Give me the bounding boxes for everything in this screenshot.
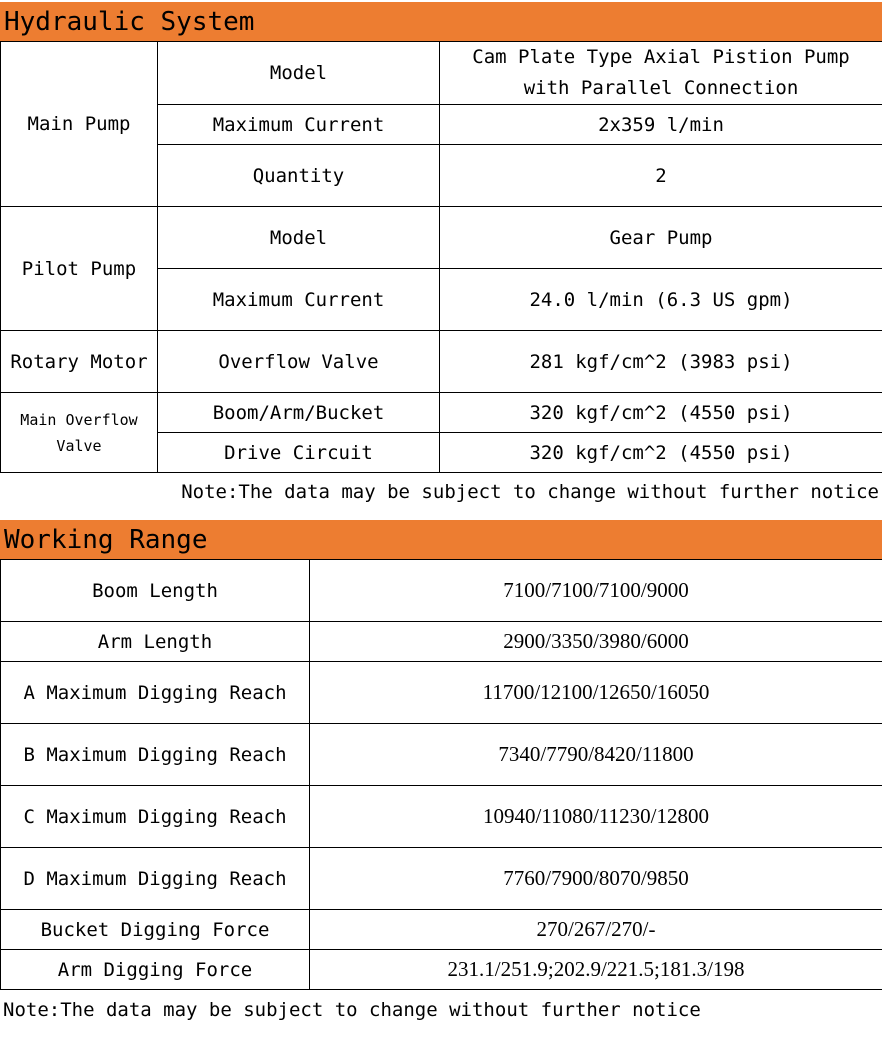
table-row: [1, 724, 882, 786]
row-value: 7340/7790/8420/11800: [310, 724, 882, 786]
table-row: [1, 786, 882, 848]
main-overflow-valve-label: [1, 393, 158, 473]
rotary-motor-label: Rotary Motor: [1, 331, 158, 393]
drive-circuit-label: Drive Circuit: [158, 433, 440, 473]
table-row: [1, 393, 882, 433]
row-label: Arm Digging Force: [1, 950, 310, 990]
table-row: [1, 560, 882, 622]
working-range-heading: Working Range: [0, 520, 882, 560]
main-pump-current-label: Maximum Current: [158, 105, 440, 145]
main-pump-model-value-line2: with Parallel Connection: [523, 77, 799, 99]
row-label: A Maximum Digging Reach: [1, 662, 310, 724]
row-value: 2900/3350/3980/6000: [310, 622, 882, 662]
hydraulic-table: [0, 41, 882, 473]
row-value: 270/267/270/-: [310, 910, 882, 950]
main-overflow-label-line1: Main Overflow: [20, 410, 138, 429]
row-value: 11700/12100/12650/16050: [310, 662, 882, 724]
main-pump-current-value: 2x359 l/min: [440, 105, 882, 145]
working-range-note: Note:The data may be subject to change without further notice: [3, 999, 701, 1021]
rotary-motor-valve-value: 281 kgf/cm^2 (3983 psi): [440, 331, 882, 393]
row-value: 7100/7100/7100/9000: [310, 560, 882, 622]
hydraulic-note: Note:The data may be subject to change without further notice: [181, 481, 879, 503]
row-label: B Maximum Digging Reach: [1, 724, 310, 786]
drive-circuit-value: 320 kgf/cm^2 (4550 psi): [440, 433, 882, 473]
row-value: 10940/11080/11230/12800: [310, 786, 882, 848]
table-row: [1, 662, 882, 724]
main-overflow-label-line2: Valve: [56, 436, 102, 455]
pilot-pump-model-value: Gear Pump: [440, 207, 882, 269]
main-pump-model-value-line1: Cam Plate Type Axial Pistion Pump: [472, 46, 850, 68]
pilot-pump-model-label: Model: [158, 207, 440, 269]
working-range-table: [0, 559, 882, 990]
pilot-pump-current-value: 24.0 l/min (6.3 US gpm): [440, 269, 882, 331]
table-row: [1, 950, 882, 990]
boom-arm-bucket-value: 320 kgf/cm^2 (4550 psi): [440, 393, 882, 433]
table-row: [1, 42, 882, 105]
main-pump-model-value: [440, 42, 882, 105]
pilot-pump-current-label: Maximum Current: [158, 269, 440, 331]
row-label: C Maximum Digging Reach: [1, 786, 310, 848]
pilot-pump-label: Pilot Pump: [1, 207, 158, 331]
row-value: 231.1/251.9;202.9/221.5;181.3/198: [310, 950, 882, 990]
hydraulic-system-heading: Hydraulic System: [0, 2, 882, 42]
row-label: Bucket Digging Force: [1, 910, 310, 950]
table-row: [1, 848, 882, 910]
main-pump-quantity-value: 2: [440, 145, 882, 207]
table-row: [1, 207, 882, 269]
row-value: 7760/7900/8070/9850: [310, 848, 882, 910]
boom-arm-bucket-label: Boom/Arm/Bucket: [158, 393, 440, 433]
table-row: [1, 622, 882, 662]
row-label: Boom Length: [1, 560, 310, 622]
row-label: D Maximum Digging Reach: [1, 848, 310, 910]
table-row: [1, 910, 882, 950]
main-pump-label: Main Pump: [1, 42, 158, 207]
row-label: Arm Length: [1, 622, 310, 662]
main-pump-quantity-label: Quantity: [158, 145, 440, 207]
main-pump-model-label: Model: [158, 42, 440, 105]
rotary-motor-valve-label: Overflow Valve: [158, 331, 440, 393]
table-row: [1, 331, 882, 393]
